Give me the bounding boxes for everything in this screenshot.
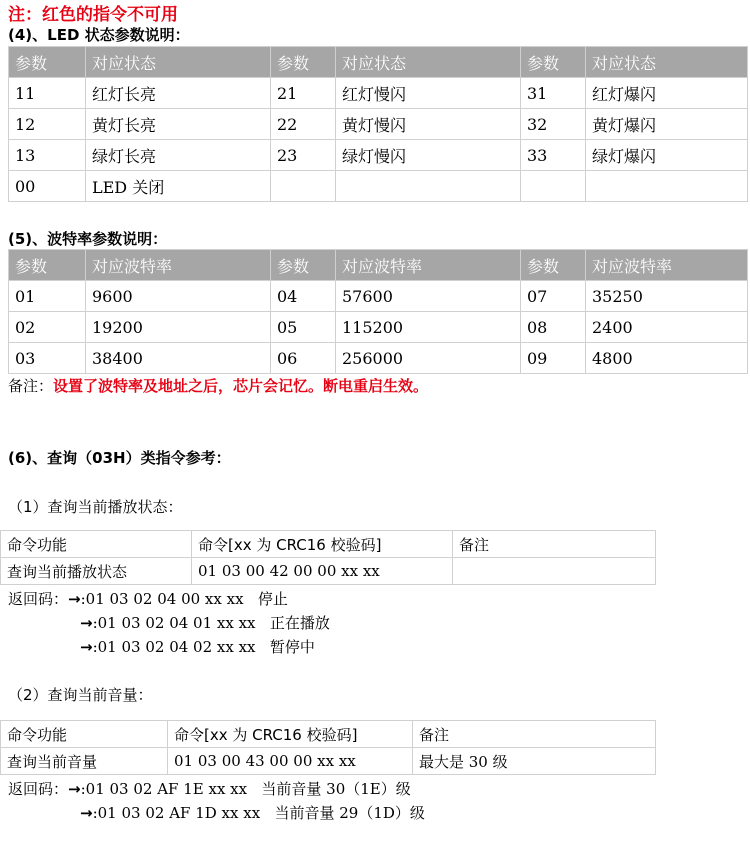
cell: 04 [271,281,336,312]
cell [453,558,656,585]
cell: 2400 [586,312,748,343]
led-header-cell: 对应状态 [336,47,521,78]
arrow-icon: → [80,638,93,656]
cell: 32 [521,109,586,140]
cell: 22 [271,109,336,140]
cell: 115200 [336,312,521,343]
baud-heading: (5)、波特率参数说明： [8,230,168,248]
cell: 09 [521,343,586,374]
return-code: :01 03 02 04 00 xx xx [80,590,244,608]
baud-header-cell: 对应波特率 [336,250,521,281]
cell: 05 [271,312,336,343]
cell: 查询当前音量 [1,748,168,775]
return-desc: 正在播放 [269,614,330,632]
remark-text: 设置了波特率及地址之后，芯片会记忆。断电重启生效。 [53,377,429,395]
table-row [9,171,748,202]
cell: 12 [9,109,86,140]
led-table [8,46,748,202]
return-desc: 暂停中 [269,638,315,656]
baud-header-row [9,250,748,281]
volume-return-line-1 [8,778,411,799]
play-return-line-3 [80,636,315,657]
led-header-cell: 对应状态 [586,47,748,78]
led-header-cell: 参数 [9,47,86,78]
baud-header-cell: 参数 [271,250,336,281]
baud-header-cell: 参数 [521,250,586,281]
cell: 查询当前播放状态 [1,558,192,585]
query-heading: (6)、查询（03H）类指令参考： [8,449,231,467]
cell: 03 [9,343,86,374]
cell: 黄灯爆闪 [586,109,748,140]
header-cell: 命令[xx 为 CRC16 校验码] [192,531,453,558]
play-status-table [0,530,656,585]
header-cell: 命令[xx 为 CRC16 校验码] [168,721,413,748]
arrow-icon: → [80,614,93,632]
play-return-line-1 [8,588,288,609]
cell: 21 [271,78,336,109]
cell: 08 [521,312,586,343]
volume-return-line-2 [80,802,425,823]
volume-title: （2）查询当前音量： [8,686,153,704]
unavailable-note: 注：红色的指令不可用 [8,5,178,25]
volume-table [0,720,656,775]
return-code: :01 03 02 AF 1E xx xx [80,780,248,798]
cell: 38400 [86,343,271,374]
cell: 00 [9,171,86,202]
cell: 07 [521,281,586,312]
return-label: 返回码： [8,780,69,798]
return-code: :01 03 02 AF 1D xx xx [92,804,261,822]
cell: 最大是 30 级 [413,748,656,775]
cell: 19200 [86,312,271,343]
return-desc: 当前音量 29（1D）级 [274,804,425,822]
baud-header-cell: 对应波特率 [86,250,271,281]
cell: 01 [9,281,86,312]
baud-table [8,249,748,374]
header-cell: 备注 [413,721,656,748]
return-desc: 当前音量 30（1E）级 [261,780,411,798]
led-header-row [9,47,748,78]
cell: 绿灯长亮 [86,140,271,171]
cell: 黄灯长亮 [86,109,271,140]
cell: 256000 [336,343,521,374]
table-row [9,312,748,343]
led-header-cell: 参数 [271,47,336,78]
cell: 绿灯慢闪 [336,140,521,171]
arrow-icon: → [80,804,93,822]
command-header-row [1,721,656,748]
table-row [9,343,748,374]
cell: 23 [271,140,336,171]
cell [586,171,748,202]
cell: 01 03 00 42 00 00 xx xx [192,558,453,585]
play-return-line-2 [80,612,330,633]
cell: 06 [271,343,336,374]
led-header-cell: 参数 [521,47,586,78]
cell: 57600 [336,281,521,312]
cell: 红灯爆闪 [586,78,748,109]
table-row [1,748,656,775]
cell: 35250 [586,281,748,312]
play-status-title: （1）查询当前播放状态： [8,498,183,516]
return-label: 返回码： [8,590,69,608]
cell: 33 [521,140,586,171]
table-row [9,109,748,140]
cell: 黄灯慢闪 [336,109,521,140]
cell [271,171,336,202]
led-heading: (4)、LED 状态参数说明： [8,26,190,44]
cell: 9600 [86,281,271,312]
table-row [9,78,748,109]
table-row [1,558,656,585]
remark-label: 备注： [8,377,54,395]
baud-header-cell: 对应波特率 [586,250,748,281]
led-header-cell: 对应状态 [86,47,271,78]
arrow-icon: → [68,590,81,608]
return-code: :01 03 02 04 01 xx xx [92,614,256,632]
cell: 13 [9,140,86,171]
header-cell: 备注 [453,531,656,558]
cell [521,171,586,202]
cell: 红灯慢闪 [336,78,521,109]
table-row [9,281,748,312]
command-header-row [1,531,656,558]
cell: 11 [9,78,86,109]
baud-remark [8,375,428,396]
cell: 绿灯爆闪 [586,140,748,171]
header-cell: 命令功能 [1,721,168,748]
cell: 4800 [586,343,748,374]
return-desc: 停止 [257,590,288,608]
arrow-icon: → [68,780,81,798]
return-code: :01 03 02 04 02 xx xx [92,638,256,656]
table-row [9,140,748,171]
cell: 红灯长亮 [86,78,271,109]
cell [336,171,521,202]
cell: LED 关闭 [86,171,271,202]
header-cell: 命令功能 [1,531,192,558]
cell: 31 [521,78,586,109]
cell: 02 [9,312,86,343]
baud-header-cell: 参数 [9,250,86,281]
cell: 01 03 00 43 00 00 xx xx [168,748,413,775]
